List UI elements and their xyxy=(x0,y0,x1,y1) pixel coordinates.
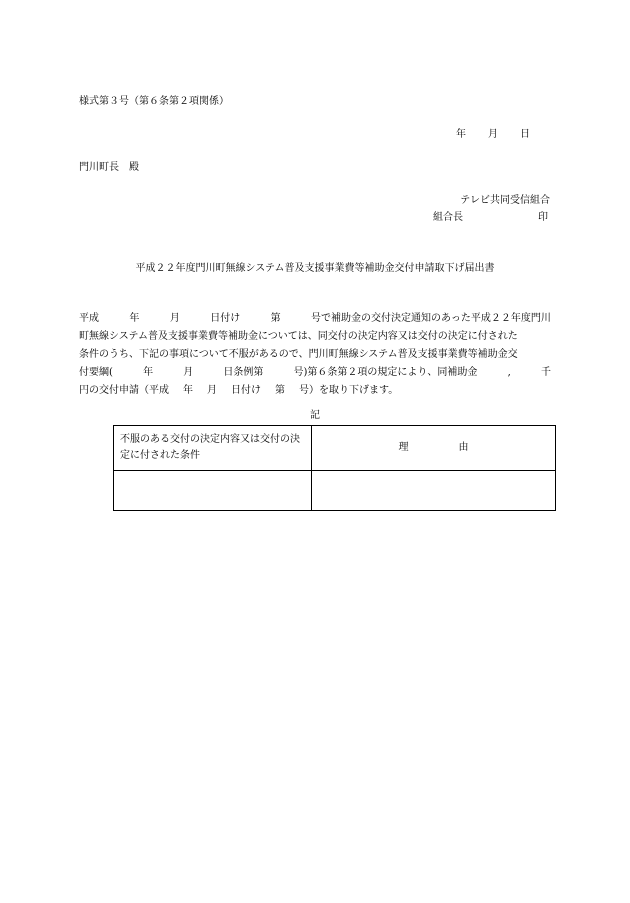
body-segment: 年 xyxy=(183,385,193,396)
body-segment: 第 xyxy=(270,313,281,324)
body-line xyxy=(79,382,551,400)
table-cell-condition[interactable] xyxy=(114,470,312,510)
body-paragraph xyxy=(79,310,551,400)
grievance-table xyxy=(113,425,556,511)
body-segment: 号で補助金の交付決定通知のあった平成２２年度門川 xyxy=(311,313,551,324)
body-segment: 年 xyxy=(143,367,154,378)
table-header-reason: 理由 xyxy=(312,426,556,471)
body-segment: 月 xyxy=(207,385,217,396)
body-segment: 町無線システム普及支援事業費等補助金については、同交付の決定内容又は交付の決定に付された xyxy=(79,331,518,342)
body-segment: , xyxy=(507,367,511,378)
table-cell-reason[interactable] xyxy=(312,470,556,510)
form-number: 様式第３号（第６条第２項関係） xyxy=(79,96,229,107)
table-row xyxy=(114,470,556,510)
body-segment: 平成 xyxy=(79,313,99,324)
date-day-label: 日 xyxy=(520,129,530,140)
body-segment: 円の交付申請（平成 xyxy=(79,385,169,396)
body-segment: 号)第６条第２項の規定により、同補助金 xyxy=(293,367,478,378)
body-segment: 月 xyxy=(183,367,194,378)
table-header-condition: 不服のある交付の決定内容又は交付の決定に付された条件 xyxy=(114,426,312,471)
body-line xyxy=(79,364,551,382)
body-segment: 日付け xyxy=(210,313,241,324)
body-line xyxy=(79,310,551,328)
body-segment: 付要綱( xyxy=(79,367,113,378)
body-segment: 日付け xyxy=(231,385,261,396)
seal-mark: 印 xyxy=(538,212,548,223)
body-segment: 第 xyxy=(275,385,285,396)
body-segment: 日条例第 xyxy=(223,367,264,378)
applicant-organization: テレビ共同受信組合 xyxy=(460,195,550,206)
body-segment: 千 xyxy=(540,367,551,378)
body-segment: 条件のうち、下記の事項について不服があるので、門川町無線システム普及支援事業費等補助金交 xyxy=(79,349,518,360)
ki-heading: 記 xyxy=(310,410,320,421)
body-line xyxy=(79,346,551,364)
body-segment: 年 xyxy=(129,313,140,324)
table-header-row xyxy=(114,426,556,471)
representative-label: 組合長 xyxy=(433,212,463,223)
body-segment: 月 xyxy=(169,313,180,324)
date-month-label: 月 xyxy=(488,129,498,140)
document-title: 平成２２年度門川町無線システム普及支援事業費等補助金交付申請取下げ届出書 xyxy=(135,263,495,274)
date-year-label: 年 xyxy=(456,129,466,140)
body-line xyxy=(79,328,551,346)
addressee: 門川町長 殿 xyxy=(79,162,139,173)
body-segment: 号）を取り下げます。 xyxy=(299,385,399,396)
